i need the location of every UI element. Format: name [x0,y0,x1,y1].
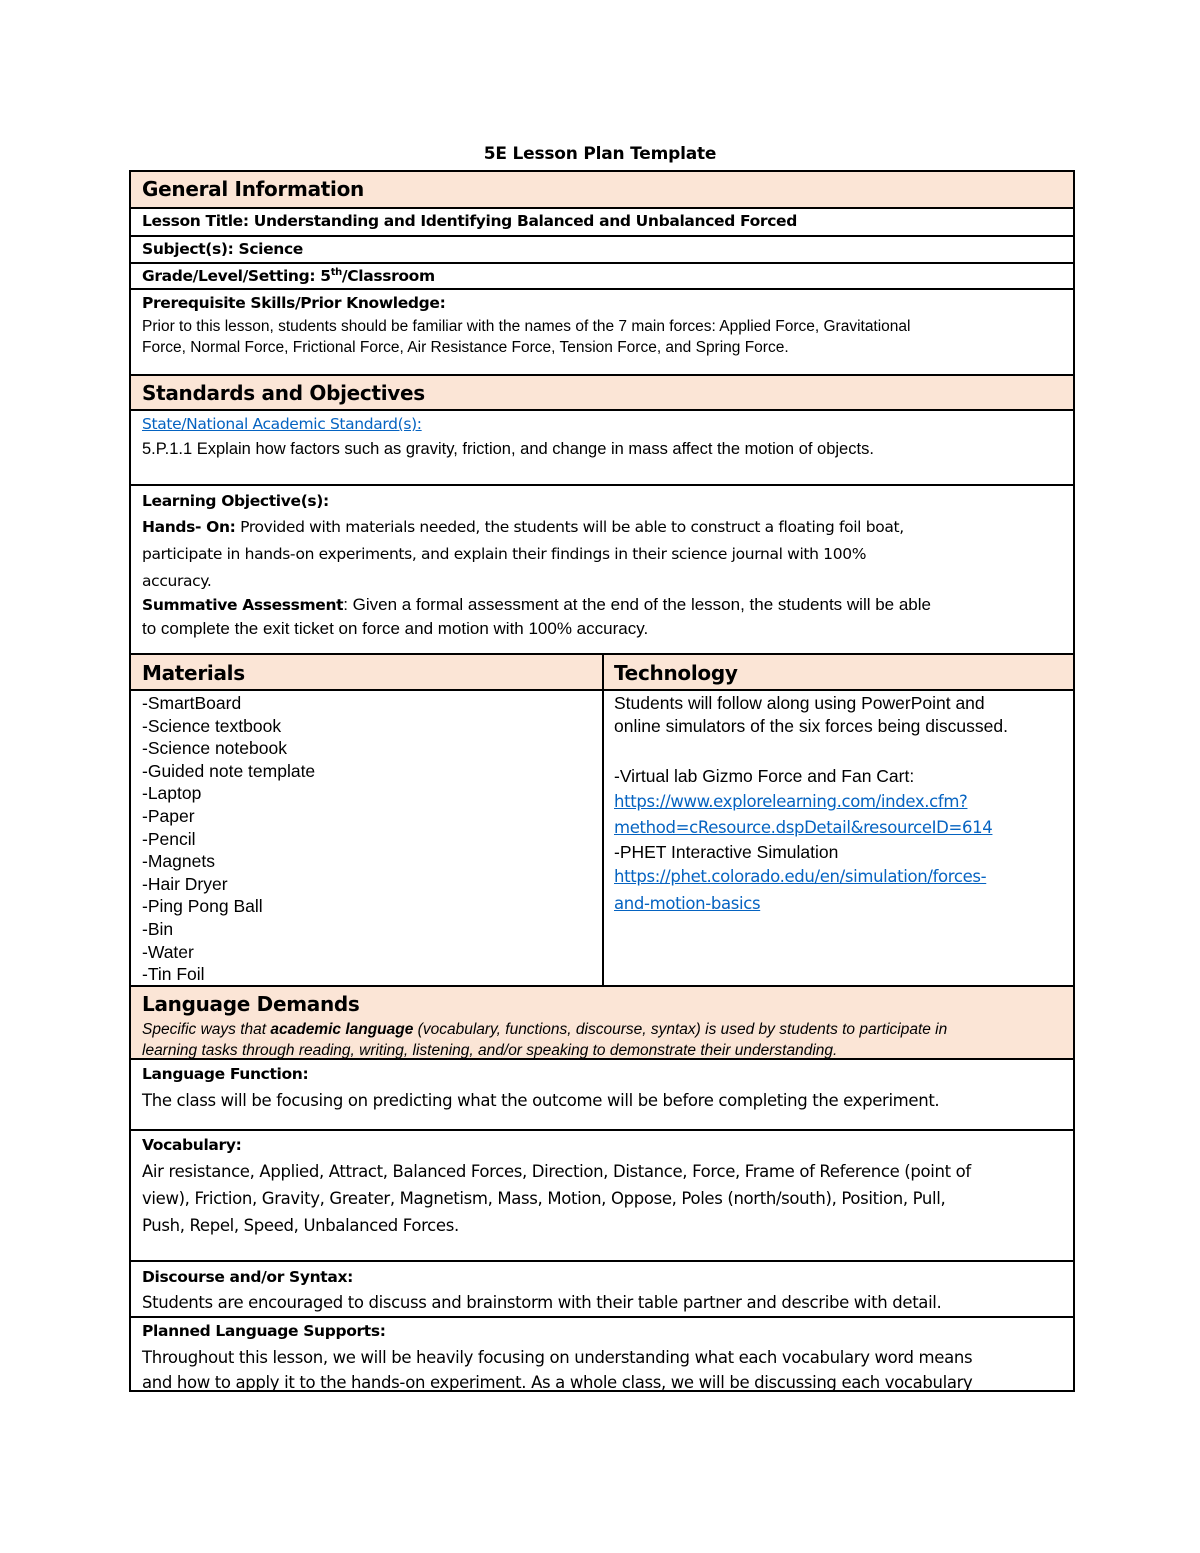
materials-list [142,692,315,986]
material-item: -Hair Dryer [142,873,228,894]
hands-on-objective: Hands- On: Provided with materials needed, the students will be able to construct a floating foil boat, [142,518,904,536]
summative-objective-line: to complete the exit ticket on force and motion with 100% accuracy. [142,619,649,638]
gizmo-label: -Virtual lab Gizmo Force and Fan Cart: [614,766,915,786]
standards-objectives-title: Standards and Objectives [142,381,425,405]
material-item: -Magnets [142,851,215,872]
vocabulary-line: Push, Repel, Speed, Unbalanced Forces. [142,1216,459,1235]
material-item: -Science notebook [142,738,287,759]
language-supports-label: Planned Language Supports: [142,1322,386,1340]
technology-intro-line: online simulators of the six forces being discussed. [614,716,1008,736]
lesson-title-row [131,207,1073,235]
general-information-header [131,172,1073,207]
materials-technology-row [131,689,1073,985]
material-item: -Science textbook [142,715,282,736]
language-demands-description: Specific ways that academic language (vocabulary, functions, discourse, syntax) is used by students to participate in [142,1021,948,1038]
phet-label: -PHET Interactive Simulation [614,842,839,862]
prerequisite-text-line: Prior to this lesson, students should be familiar with the names of the 7 main forces: Applied Force, Gravitational [142,318,911,335]
language-demands-header [131,985,1073,1058]
prerequisite-label: Prerequisite Skills/Prior Knowledge: [142,294,446,312]
standards-objectives-header [131,374,1073,409]
standards-row [131,409,1073,484]
learning-objectives-row [131,484,1073,653]
general-information-title: General Information [142,177,364,201]
summative-objective: Summative Assessment: Given a formal assessment at the end of the lesson, the students will be able [142,595,931,614]
materials-technology-header [131,653,1073,689]
learning-objectives-label: Learning Objective(s): [142,492,329,510]
gizmo-link[interactable]: method=cResource.dspDetail&resourceID=614 [614,818,993,837]
column-divider [602,655,604,689]
language-supports-row [131,1316,1073,1392]
materials-title: Materials [142,661,245,685]
language-supports-line: and how to apply it to the hands-on experiment. As a whole class, we will be discussing each vocabulary [142,1373,973,1392]
material-item: -Pencil [142,828,196,849]
material-item: -SmartBoard [142,693,242,713]
language-supports-line: Throughout this lesson, we will be heavily focusing on understanding what each vocabulary word means [142,1348,973,1367]
subjects: Subject(s): Science [142,240,303,258]
material-item: -Guided note template [142,760,316,781]
prerequisite-text-line: Force, Normal Force, Frictional Force, Air Resistance Force, Tension Force, and Spring Force. [142,339,789,356]
vocabulary-row [131,1129,1073,1260]
grade-row [131,262,1073,288]
page-title: 5E Lesson Plan Template [483,144,717,164]
language-function-label: Language Function: [142,1065,309,1083]
column-divider [602,691,604,985]
material-item: -Bin [142,918,174,939]
language-demands-description-line: learning tasks through reading, writing, listening, and/or speaking to demonstrate their understanding. [142,1042,838,1059]
language-function-row [131,1058,1073,1129]
academic-standard-text: 5.P.1.1 Explain how factors such as gravity, friction, and change in mass affect the motion of objects. [142,440,874,458]
phet-link[interactable]: https://phet.colorado.edu/en/simulation/forces- [614,867,987,886]
discourse-row [131,1260,1073,1316]
discourse-text: Students are encouraged to discuss and brainstorm with their table partner and describe with detail. [142,1293,942,1312]
material-item: -Paper [142,805,195,826]
language-demands-title: Language Demands [142,992,360,1016]
vocabulary-label: Vocabulary: [142,1136,242,1154]
lesson-title: Lesson Title: Understanding and Identifying Balanced and Unbalanced Forced [142,212,797,230]
academic-standard-link[interactable]: State/National Academic Standard(s): [142,415,422,433]
vocabulary-line: Air resistance, Applied, Attract, Balanced Forces, Direction, Distance, Force, Frame of Reference (point of [142,1162,971,1181]
phet-link[interactable]: and-motion-basics [614,894,761,913]
hands-on-objective-line: accuracy. [142,572,212,590]
prerequisite-row [131,288,1073,374]
material-item: -Water [142,941,194,962]
discourse-label: Discourse and/or Syntax: [142,1268,353,1286]
material-item: -Laptop [142,783,202,804]
material-item: -Tin Foil [142,964,205,985]
language-function-text: The class will be focusing on predicting what the outcome will be before completing the experiment. [142,1091,940,1110]
lesson-plan-table [129,170,1075,1392]
grade-level-setting: Grade/Level/Setting: 5th/Classroom [142,266,435,285]
subjects-row [131,235,1073,262]
material-item: -Ping Pong Ball [142,896,263,917]
gizmo-link[interactable]: https://www.explorelearning.com/index.cfm? [614,792,968,811]
hands-on-objective-line: participate in hands-on experiments, and explain their findings in their science journal with 100% [142,545,867,563]
technology-intro-line: Students will follow along using PowerPoint and [614,693,985,713]
vocabulary-line: view), Friction, Gravity, Greater, Magnetism, Mass, Motion, Oppose, Poles (north/south), Position, Pull, [142,1189,946,1208]
technology-title: Technology [614,661,738,685]
